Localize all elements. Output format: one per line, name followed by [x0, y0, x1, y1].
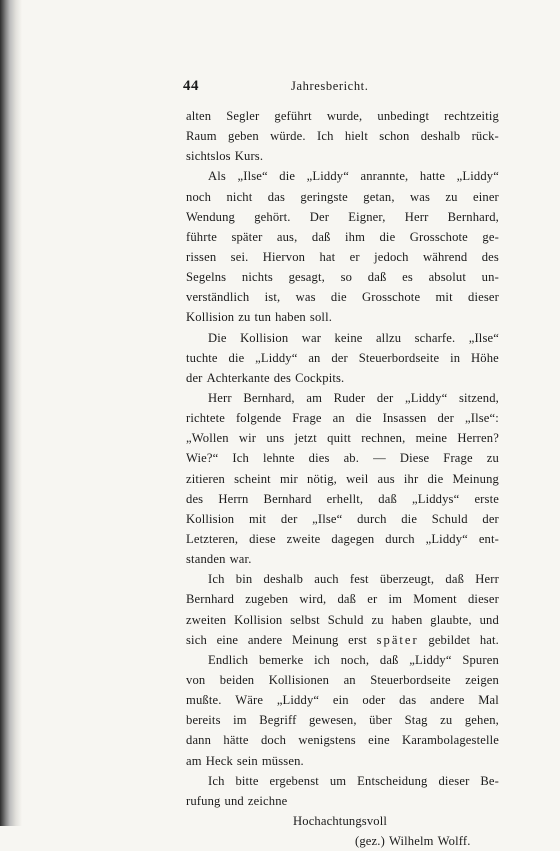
text-word: er [349, 249, 360, 264]
text-word: selbst [290, 612, 320, 627]
text-word: aus [377, 471, 395, 486]
text-word: doch [260, 733, 287, 748]
text-word: scharfe. [414, 330, 456, 345]
text-word: Ich [208, 572, 225, 587]
text-word: Frage [292, 411, 322, 426]
text-word: Eigner, [348, 209, 386, 224]
text-word: sei. [230, 249, 249, 264]
text-word: Herren? [457, 431, 499, 446]
text-word: bemerke [258, 652, 304, 667]
text-line [186, 650, 499, 670]
text-word: die [279, 169, 296, 184]
text-line [186, 126, 499, 146]
text-word: und [224, 793, 244, 808]
text-line [186, 328, 499, 348]
text-word: andere [430, 693, 465, 708]
text-word: sich [186, 632, 207, 647]
text-word: eine [368, 733, 390, 748]
text-word: Kollision [240, 330, 289, 345]
text-word: „Liddy“ [306, 169, 349, 184]
text-word: weil [346, 471, 369, 486]
text-word: Kollision [234, 612, 283, 627]
text-word: ist, [264, 290, 281, 305]
text-word: die [427, 471, 444, 486]
text-word: Mal [478, 693, 499, 708]
text-word: ent- [478, 531, 499, 546]
text-word: so [340, 270, 353, 285]
text-word: dagegen [331, 531, 375, 546]
text-word: zweiten [186, 612, 227, 627]
text-word: wurde, [326, 109, 363, 123]
text-word: gewesen, [308, 713, 357, 728]
text-line [186, 207, 499, 227]
text-word: ihr [403, 471, 419, 486]
text-line [186, 509, 499, 529]
text-word: hat [319, 249, 336, 264]
text-word: einer [472, 189, 499, 204]
text-word: Der [309, 209, 330, 224]
text-word: „Liddy“ [405, 390, 448, 405]
text-word: war. [229, 552, 252, 567]
text-word: nicht [226, 189, 253, 204]
text-line [186, 489, 499, 509]
text-line [186, 187, 499, 207]
text-word: tun [254, 310, 272, 325]
text-line [186, 610, 499, 630]
text-line [186, 146, 499, 166]
text-word: Grosschote [409, 229, 468, 244]
text-word: Herrn [218, 491, 249, 506]
text-word: noch [186, 189, 212, 204]
text-word: andere [247, 632, 283, 647]
text-word: Grosschote [362, 290, 421, 305]
text-word: rissen [186, 249, 217, 264]
text-word: später [231, 229, 263, 244]
text-word: Schuld [431, 511, 468, 526]
text-word: zitieren [186, 471, 225, 486]
text-word: Als [208, 169, 226, 184]
text-word: Steuerbordseite [358, 350, 440, 365]
text-word: uns [266, 431, 285, 446]
text-word: rechnen, [361, 431, 406, 446]
text-word: daß [445, 572, 465, 587]
text-word: führte [186, 229, 217, 244]
text-word: keine [334, 330, 363, 345]
text-word: des [481, 249, 499, 264]
text-word: war [301, 330, 322, 345]
text-word: deshalb [263, 572, 304, 587]
text-word: was [410, 189, 431, 204]
text-word: um [329, 773, 347, 788]
text-word: ich [314, 652, 330, 667]
text-word: Hochachtungsvoll [293, 813, 388, 828]
text-word: das [267, 189, 286, 204]
text-word: an [332, 411, 345, 426]
text-word: Be- [480, 773, 499, 788]
text-word: zugeben [245, 592, 289, 607]
text-word: der [376, 390, 394, 405]
text-word: hatte [419, 169, 446, 184]
text-word: ihm [344, 229, 366, 244]
text-word: Stag [404, 713, 428, 728]
text-word: Schuld [327, 612, 364, 627]
text-word: Endlich [208, 652, 249, 667]
text-word: verständlich [186, 290, 250, 305]
text-word: Die [208, 330, 227, 345]
text-word: erhellt, [326, 491, 364, 506]
text-word: rechtzeitig [444, 109, 499, 123]
text-line [186, 690, 499, 710]
text-line [186, 831, 499, 851]
text-word: „Liddy“ [425, 531, 468, 546]
text-word: zu [440, 713, 453, 728]
text-word: durch [357, 511, 387, 526]
text-word: mußte. [186, 693, 222, 708]
text-word: wir [238, 431, 257, 446]
text-word: nichts [241, 270, 273, 285]
text-word: dieser [438, 773, 470, 788]
text-word: absolut [428, 270, 466, 285]
text-line [186, 630, 499, 650]
text-word: „Wollen [186, 431, 229, 446]
text-line [186, 287, 499, 307]
text-line [186, 408, 499, 428]
text-word: von [186, 672, 206, 687]
text-word: geführt [274, 109, 312, 123]
text-word: dies [308, 451, 330, 466]
text-word: Wilhelm [388, 834, 434, 849]
text-word: Kurs. [234, 149, 264, 164]
text-line [186, 529, 499, 549]
text-line [186, 771, 499, 791]
text-word: Heck [205, 753, 233, 768]
text-word: „Liddy“ [456, 169, 499, 184]
text-word: geringste [300, 189, 348, 204]
text-word: sichtslos [186, 149, 231, 164]
text-word: „Liddy“ [255, 350, 298, 365]
text-word: daß [337, 592, 357, 607]
text-line [186, 307, 499, 327]
text-word: eine [216, 632, 239, 647]
text-word: mir [279, 471, 298, 486]
text-word: Bernhard, [447, 209, 499, 224]
text-word: Kollision [186, 511, 235, 526]
page-header [183, 78, 499, 100]
text-word: Meinung [291, 632, 339, 647]
text-word: im [388, 592, 403, 607]
text-word: Frage [443, 451, 473, 466]
text-word: Raum [186, 129, 217, 144]
text-word: Herr [475, 572, 499, 587]
text-word: Hiervon [262, 249, 306, 264]
text-word: würde. [270, 129, 306, 144]
text-word: sein [236, 753, 258, 768]
text-word: folgende [235, 411, 282, 426]
text-word: Bernhard [263, 491, 312, 506]
text-word: schon [379, 129, 410, 144]
text-word: tuchte [186, 350, 218, 365]
text-line [186, 227, 499, 247]
text-word: hat. [479, 632, 499, 647]
text-word: Begriff [259, 713, 297, 728]
text-word: alten [186, 109, 212, 123]
text-word: gehört. [254, 209, 291, 224]
text-word: Wie?“ [186, 451, 219, 466]
text-word: quitt [327, 431, 351, 446]
text-word: Herr [404, 209, 429, 224]
text-line [186, 469, 499, 489]
text-word: Kollisionen [268, 672, 330, 687]
text-word: Ich [316, 129, 334, 144]
text-word: beiden [219, 672, 255, 687]
text-word: daß [378, 491, 397, 506]
text-word: lehnte [262, 451, 295, 466]
running-head: Jahresbericht. [291, 79, 369, 93]
text-line [186, 549, 499, 569]
text-word: am [186, 753, 202, 768]
text-word: des [273, 370, 292, 385]
text-word: der [482, 511, 499, 526]
text-word: jetzt [294, 431, 317, 446]
text-word: während [422, 249, 468, 264]
text-word: wenigstens [298, 733, 356, 748]
text-word: zweite [286, 531, 321, 546]
text-word: Spuren [462, 652, 499, 667]
text-word: zeichne [247, 793, 288, 808]
text-word: ergebenst [269, 773, 319, 788]
text-word: Achterkante [206, 370, 270, 385]
text-word: auch [314, 572, 339, 587]
text-line [186, 247, 499, 267]
text-line [186, 428, 499, 448]
text-word: der [331, 350, 348, 365]
text-word: Segelns [186, 270, 227, 285]
text-word: deshalb [420, 129, 461, 144]
text-word: Diese [399, 451, 430, 466]
text-word: daß [379, 652, 399, 667]
text-line [186, 811, 499, 831]
text-word: daß [367, 270, 387, 285]
text-word: soll. [309, 310, 333, 325]
text-word: Wolff. [437, 834, 471, 849]
text-word: ein [332, 693, 349, 708]
text-line [186, 106, 499, 126]
text-word: nötig, [307, 471, 337, 486]
text-line [186, 388, 499, 408]
text-line [186, 166, 499, 186]
text-word: noch, [340, 652, 370, 667]
text-word: Moment [413, 592, 457, 607]
text-word: allzu [375, 330, 402, 345]
text-line [186, 267, 499, 287]
text-word: unbedingt [377, 109, 430, 123]
text-word: anrannte, [360, 169, 409, 184]
text-word: fest [349, 572, 369, 587]
text-word: Karambolagestelle [402, 733, 499, 748]
text-word: mit [435, 290, 453, 305]
text-word: Cockpits. [295, 370, 345, 385]
text-line [186, 448, 499, 468]
text-word: Höhe [471, 350, 499, 365]
text-word: ge- [482, 229, 499, 244]
text-word: „Ilse“ [237, 169, 268, 184]
text-word: die [228, 350, 245, 365]
text-word: zu [486, 451, 499, 466]
text-word: das [399, 693, 417, 708]
text-word: — [373, 451, 386, 466]
text-word: am [306, 390, 323, 405]
text-word: an [308, 350, 321, 365]
text-line [186, 589, 499, 609]
text-word: mit [248, 511, 267, 526]
text-word: Segler [226, 109, 260, 123]
text-word: aus, [276, 229, 298, 244]
text-word: erste [474, 491, 499, 506]
text-word: „Ilse“ [468, 330, 499, 345]
text-word: Letzteren, [186, 531, 239, 546]
text-line [186, 791, 499, 811]
text-word: Bernhard, [243, 390, 295, 405]
text-word: er [367, 592, 378, 607]
text-word: zu [445, 189, 458, 204]
text-word: daß [311, 229, 331, 244]
text-word: an [343, 672, 356, 687]
text-word: die [401, 511, 418, 526]
text-word: dann [186, 733, 212, 748]
text-word: Herr [208, 390, 232, 405]
text-word: scheint [234, 471, 271, 486]
page-number: 44 [183, 78, 199, 94]
text-word: erst [348, 632, 367, 647]
text-word: im [233, 713, 247, 728]
text-word: Entscheidung [357, 773, 428, 788]
text-word: Kollision [186, 310, 235, 325]
text-word: was [295, 290, 316, 305]
text-word: die [330, 290, 347, 305]
text-line [186, 730, 499, 750]
text-word: gehen, [464, 713, 499, 728]
text-word: un- [481, 270, 499, 285]
text-word: Ich [232, 451, 249, 466]
text-line [186, 670, 499, 690]
text-word: bin [235, 572, 253, 587]
text-word: haben [391, 612, 423, 627]
text-word: der [437, 411, 455, 426]
text-word: der [280, 511, 298, 526]
text-word: gesagt, [288, 270, 325, 285]
text-line [186, 751, 499, 771]
text-word: zu [371, 612, 384, 627]
text-word: dieser [467, 592, 499, 607]
text-word: und [479, 612, 499, 627]
text-word: Meinung [452, 471, 499, 486]
text-word: rufung [186, 793, 221, 808]
text-word: die [355, 411, 372, 426]
text-word: oder [362, 693, 386, 708]
text-line [186, 368, 499, 388]
text-word: geben [228, 129, 259, 144]
text-word: Insassen [382, 411, 427, 426]
text-word: Wäre [235, 693, 264, 708]
text-word: der [186, 370, 203, 385]
text-word: rück- [471, 129, 499, 144]
text-word: sitzend, [458, 390, 499, 405]
text-word: über [369, 713, 393, 728]
text-word: Ich [208, 773, 225, 788]
text-word: „Ilse“ [312, 511, 343, 526]
text-word: gebildet [428, 632, 471, 647]
text-word: standen [186, 552, 226, 567]
text-word: diese [249, 531, 276, 546]
text-word: jedoch [374, 249, 409, 264]
text-word: Ruder [333, 390, 366, 405]
text-word: ab. [343, 451, 360, 466]
text-line [186, 710, 499, 730]
text-word: glaubte, [430, 612, 472, 627]
text-word: des [186, 491, 204, 506]
letter-body [186, 106, 499, 851]
text-word: Wendung [186, 209, 236, 224]
text-word: hielt [344, 129, 368, 144]
text-word: (gez.) [355, 834, 385, 849]
text-word: die [379, 229, 396, 244]
text-word: durch [385, 531, 415, 546]
text-word: bereits [186, 713, 221, 728]
text-word: hätte [223, 733, 249, 748]
text-word: Bernhard [186, 592, 235, 607]
text-word: müssen. [261, 753, 304, 768]
text-word: richtete [186, 411, 225, 426]
text-line [186, 569, 499, 589]
text-line [186, 348, 499, 368]
text-word: „Liddy“ [409, 652, 452, 667]
text-word: in [450, 350, 461, 365]
text-word: haben [275, 310, 306, 325]
text-word: Steuerbordseite [370, 672, 451, 687]
text-word: „Liddys“ [411, 491, 460, 506]
text-word: es [402, 270, 413, 285]
text-word: bitte [235, 773, 259, 788]
text-word: zu [238, 310, 251, 325]
text-word: dieser [468, 290, 499, 305]
text-word: später [376, 632, 419, 647]
text-word: meine [415, 431, 448, 446]
text-word: wird, [299, 592, 327, 607]
text-word: getan, [363, 189, 395, 204]
text-word: überzeugt, [379, 572, 435, 587]
text-word: zeigen [465, 672, 499, 687]
text-word: „Liddy“ [276, 693, 320, 708]
text-word: „Ilse“: [465, 411, 499, 426]
